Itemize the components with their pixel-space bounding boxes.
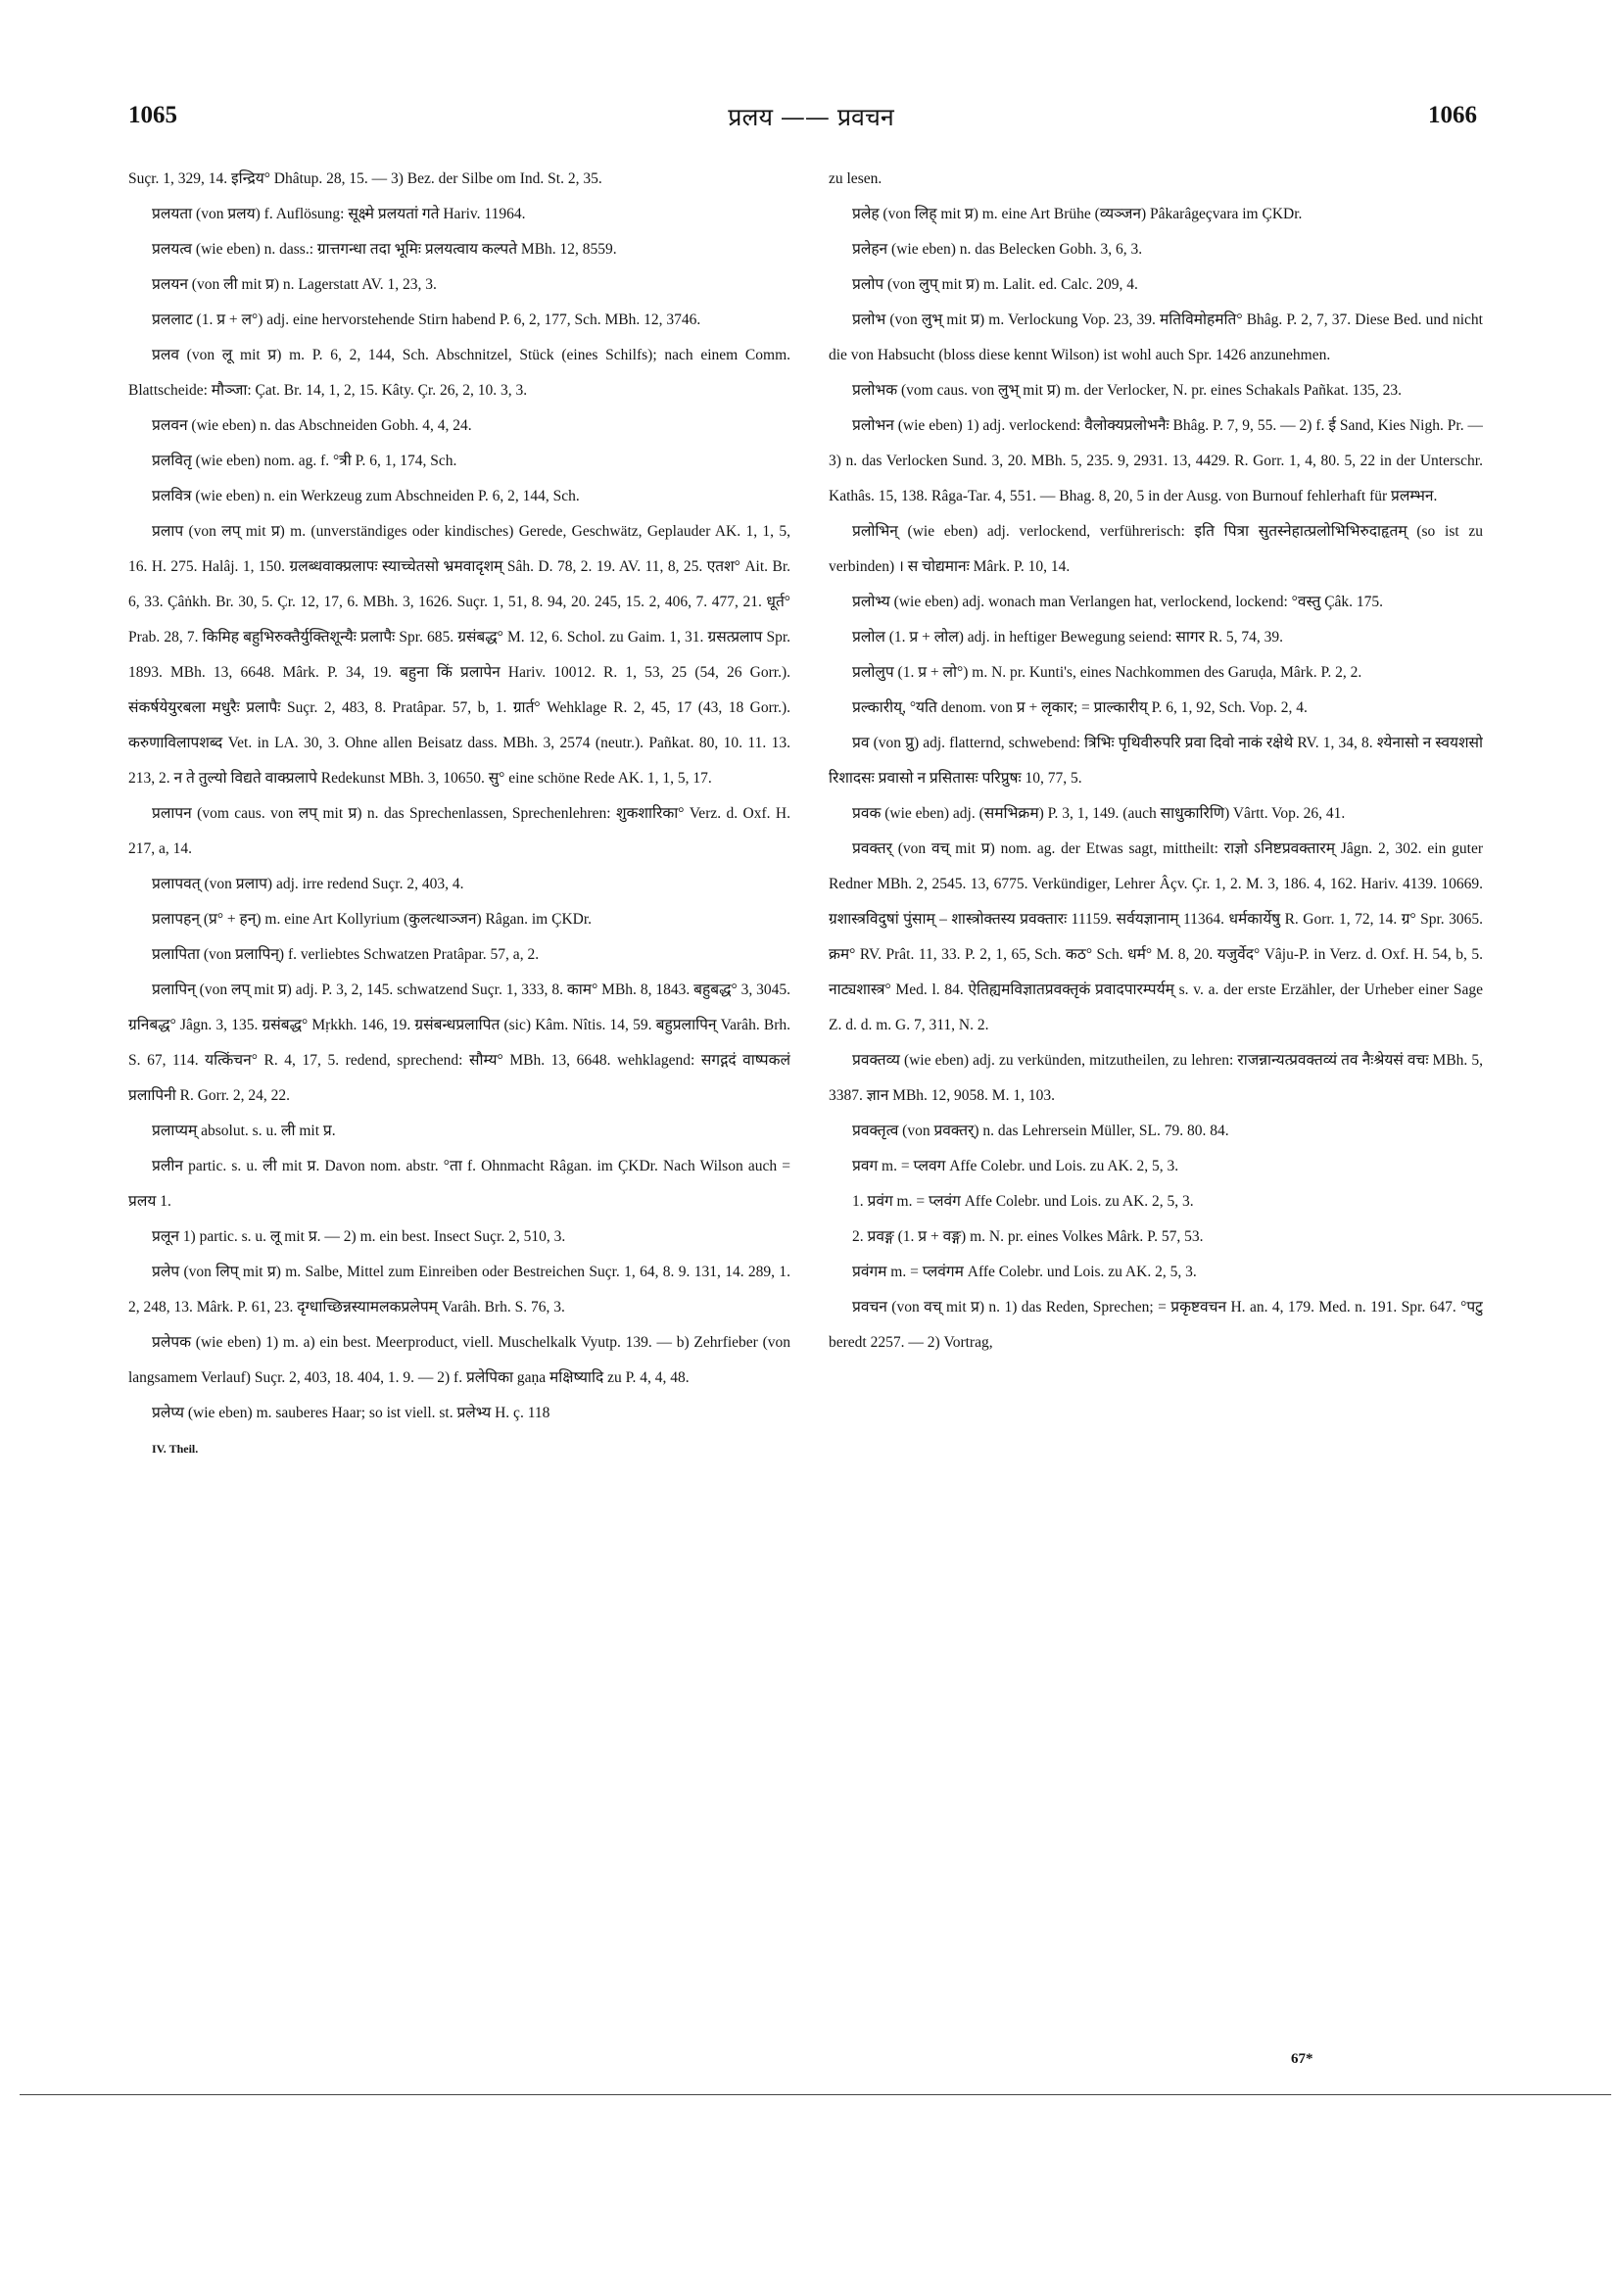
dictionary-entry: zu lesen.	[829, 170, 883, 187]
dictionary-entry: प्रलाप (von लप् mit प्र) m. (unverständiges oder kindisches) Gerede, Geschwätz, Geplauder AK. 1, 1, 5, 16. H. 275. Halâj. 1, 150. ग्रलब्धवाक्प्रलापः स्याच्चेतसो भ्रमवादृशम् Sâh. D. 78, 2. 19. AV. 11, 8, 25. एतश° Ait. Br. 6, 33. Çâṅkh. Br. 30, 5. Çr. 12, 17, 6. MBh. 3, 1626. Suçr. 1, 51, 8. 94, 20. 245, 15. 2, 406, 7. 477, 21. धूर्त° Prab. 28, 7. किमिह बहुभिरुक्तैर्युक्तिशून्यैः प्रलापैः Spr. 685. ग्रसंबद्ध° M. 12, 6. Schol. zu Gaim. 1, 31. ग्रसत्प्रलाप Spr. 1893. MBh. 13, 6648. Mârk. P. 34, 19. बहुना किं प्रलापेन Hariv. 10012. R. 1, 53, 25 (54, 26 Gorr.). संकर्षयेयुरबला मधुरैः प्रलापैः Suçr. 2, 483, 8. Pratâpar. 57, b, 1. ग्रार्त° Wehklage R. 2, 45, 17 (43, 18 Gorr.). करुणाविलापशब्द Vet. in LA. 30, 3. Ohne allen Beisatz dass. MBh. 3, 2574 (neutr.). Pañkat. 80, 10. 11. 13. 213, 2. न ते तुल्यो विद्यते वाक्प्रलापे Redekunst MBh. 3, 10650. सु° eine schöne Rede AK. 1, 1, 5, 17.	[128, 523, 790, 787]
dictionary-entry: प्रलयत्व (wie eben) n. dass.: ग्रात्तगन्धा तदा भूमिः प्रलयत्वाय कल्पते MBh. 12, 8559.	[152, 241, 617, 258]
dictionary-entry: प्रलापवत् (von प्रलाप) adj. irre redend Suçr. 2, 403, 4.	[152, 876, 464, 892]
right-column	[829, 162, 1483, 2023]
dictionary-entry: प्रवक्तर् (von वच् mit प्र) nom. ag. der Etwas sagt, mittheilt: राज्ञो ऽनिष्टप्रवक्तारम् Jâgn. 2, 302. ein guter Redner MBh. 2, 2545. 13, 6775. Verkündiger, Lehrer Âçv. Çr. 1, 2. M. 3, 186. 4, 162. Hariv. 4139. 10669. ग्रशास्त्रविदुषां पुंसाम् – शास्त्रोक्तस्य प्रवक्तारः 11159. सर्वयज्ञानाम् 11364. धर्मकार्येषु R. Gorr. 1, 72, 14. ग्र° Spr. 3065. क्रम° RV. Prât. 11, 33. P. 2, 1, 65, Sch. कठ° Sch. धर्म° M. 8, 20. यजुर्वेद° Vâju-P. in Verz. d. Oxf. H. 54, b, 5. नाट्यशास्त्र° Med. l. 84. ऐतिह्यमविज्ञातप्रवक्तृकं प्रवादपारम्पर्यम् s. v. a. der erste Erzähler, der Urheber einer Sage Z. d. d. m. G. 7, 311, N. 2.	[829, 840, 1483, 1033]
dictionary-entry: प्रलोल (1. प्र + लोल) adj. in heftiger Bewegung seiend: सागर R. 5, 74, 39.	[852, 629, 1284, 646]
bottom-rule	[20, 2094, 1611, 2095]
dictionary-entry: प्रलोभ्य (wie eben) adj. wonach man Verlangen hat, verlockend, lockend: °वस्तु Çâk. 175.	[852, 594, 1384, 610]
dictionary-entry: प्रलापहन् (प्र° + हन्) m. eine Art Kollyrium (कुलत्थाञ्जन) Râgan. im ÇKDr.	[152, 911, 593, 928]
signature-mark: 67*	[1291, 2051, 1313, 2067]
dictionary-entry: प्रलवितृ (wie eben) nom. ag. f. °त्री P. 6, 1, 174, Sch.	[152, 453, 457, 469]
left-column	[128, 162, 790, 2023]
dictionary-entry: प्रलोभक (vom caus. von लुभ् mit प्र) m. der Verlocker, N. pr. eines Schakals Pañkat. 135, 23.	[852, 382, 1403, 399]
dictionary-entry: प्रलापन (vom caus. von लप् mit प्र) n. das Sprechenlassen, Sprechenlehren: शुकशारिका° Verz. d. Oxf. H. 217, a, 14.	[128, 805, 790, 857]
dictionary-entry: प्रलोभिन् (wie eben) adj. verlockend, verführerisch: इति पित्रा सुतस्नेहात्प्रलोभिभिरुदाहृतम् (so ist zu verbinden) । स चोद्यमानः Mârk. P. 10, 14.	[829, 523, 1483, 575]
dictionary-entry: प्रलापिता (von प्रलापिन्) f. verliebtes Schwatzen Pratâpar. 57, a, 2.	[152, 946, 540, 963]
dictionary-entry: प्रलयता (von प्रलय) f. Auflösung: सूक्ष्मे प्रलयतां गते Hariv. 11964.	[152, 206, 526, 222]
dictionary-entry: प्रलोलुप (1. प्र + लो°) m. N. pr. Kunti's, eines Nachkommen des Garuḍa, Mârk. P. 2, 2.	[852, 664, 1362, 681]
dictionary-entry: प्रल्कारीय्, °यति denom. von प्र + लृकार; = प्राल्कारीय् P. 6, 1, 92, Sch. Vop. 2, 4.	[852, 699, 1308, 716]
dictionary-entry: प्रलेप (von लिप् mit प्र) m. Salbe, Mittel zum Einreiben oder Bestreichen Suçr. 1, 64, 8. 9. 131, 14. 289, 1. 2, 248, 13. Mârk. P. 61, 23. दृग्धाच्छिन्नस्यामलकप्रलेपम् Varâh. Brh. S. 76, 3.	[128, 1264, 790, 1315]
dictionary-entry: प्रलोप (von लुप् mit प्र) m. Lalit. ed. Calc. 209, 4.	[852, 276, 1138, 293]
running-header	[0, 102, 1622, 137]
dictionary-entry: प्रलीन partic. s. u. ली mit प्र. Davon nom. abstr. °ता f. Ohnmacht Râgan. im ÇKDr. Nach Wilson auch = प्रलय 1.	[128, 1158, 790, 1210]
dictionary-entry: प्रव (von प्रु) adj. flatternd, schwebend: त्रिभिः पृथिवीरुपरि प्रवा दिवो नाकं रक्षेथे RV. 1, 34, 8. श्येनासो न स्वयशसो रिशादसः प्रवासो न प्रसितासः परिप्रुषः 10, 77, 5.	[829, 735, 1483, 787]
dictionary-entry: प्रलोभ (von लुभ् mit प्र) m. Verlockung Vop. 23, 39. मतिविमोहमति° Bhâg. P. 2, 7, 37. Diese Bed. und nicht die von Habsucht (bloss diese kennt Wilson) ist wohl auch Spr. 1426 anzunehmen.	[829, 311, 1483, 363]
dictionary-entry: प्रवग m. = प्लवग Affe Colebr. und Lois. zu AK. 2, 5, 3.	[852, 1158, 1179, 1174]
header-title: प्रलय —— प्रवचन	[728, 103, 894, 131]
page-number-right: 1066	[1428, 102, 1477, 128]
dictionary-entry: प्रलाप्यम् absolut. s. u. ली mit प्र.	[152, 1123, 336, 1139]
dictionary-entry: प्रवक्तृत्व (von प्रवक्तर्) n. das Lehrersein Müller, SL. 79. 80. 84.	[852, 1123, 1229, 1139]
dictionary-entry: प्रवचन (von वच् mit प्र) n. 1) das Reden, Sprechen; = प्रकृष्टवचन H. an. 4, 179. Med. n. 191. Spr. 647. °पटु beredt 2257. — 2) Vortrag,	[829, 1299, 1483, 1351]
dictionary-entry: प्रलयन (von ली mit प्र) n. Lagerstatt AV. 1, 23, 3.	[152, 276, 437, 293]
dictionary-entry: प्रवक्तव्य (wie eben) adj. zu verkünden, mitzutheilen, zu lehren: राजन्नान्यत्प्रवक्तव्यं तव नैःश्रेयसं वचः MBh. 5, 3387. ज्ञान MBh. 12, 9058. M. 1, 103.	[829, 1052, 1483, 1104]
dictionary-entry: प्रलेह (von लिह् mit प्र) m. eine Art Brühe (व्यञ्जन) Pâkarâgeçvara im ÇKDr.	[852, 206, 1303, 222]
dictionary-entry: प्रलव (von लू mit प्र) m. P. 6, 2, 144, Sch. Abschnitzel, Stück (eines Schilfs); nach einem Comm. Blattscheide: मौञ्जा: Çat. Br. 14, 1, 2, 15. Kâty. Çr. 26, 2, 10. 3, 3.	[128, 347, 790, 399]
column-footer: IV. Theil.	[152, 1442, 199, 1456]
dictionary-entry: प्रलेपक (wie eben) 1) m. a) ein best. Meerproduct, viell. Muschelkalk Vyutp. 139. — b) Zehrfieber (von langsamem Verlauf) Suçr. 2, 403, 18. 404, 1. 9. — 2) f. प्रलेपिका gaṇa मक्षिष्यादि zu P. 4, 4, 48.	[128, 1334, 790, 1386]
dictionary-entry: प्रलवन (wie eben) n. das Abschneiden Gobh. 4, 4, 24.	[152, 417, 472, 434]
dictionary-entry: 1. प्रवंग m. = प्लवंग Affe Colebr. und Lois. zu AK. 2, 5, 3.	[852, 1193, 1194, 1210]
page-number-left: 1065	[128, 102, 177, 128]
dictionary-entry: प्रवक (wie eben) adj. (समभिक्रम) P. 3, 1, 149. (auch साधुकारिणि) Vârtt. Vop. 26, 41.	[852, 805, 1346, 822]
dictionary-entry: प्रलून 1) partic. s. u. लू mit प्र. — 2) m. ein best. Insect Suçr. 2, 510, 3.	[152, 1228, 566, 1245]
dictionary-entry: प्रलेहन (wie eben) n. das Belecken Gobh. 3, 6, 3.	[852, 241, 1143, 258]
dictionary-entry: 2. प्रवङ्ग (1. प्र + वङ्ग) m. N. pr. eines Volkes Mârk. P. 57, 53.	[852, 1228, 1204, 1245]
dictionary-entry: प्रललाट (1. प्र + ल°) adj. eine hervorstehende Stirn habend P. 6, 2, 177, Sch. MBh. 12, 3746.	[152, 311, 701, 328]
dictionary-entry: प्रलापिन् (von लप् mit प्र) adj. P. 3, 2, 145. schwatzend Suçr. 1, 333, 8. काम° MBh. 8, 1843. बहुबद्ध° 3, 3045. ग्रनिबद्ध° Jâgn. 3, 135. ग्रसंबद्ध° Mṛkkh. 146, 19. ग्रसंबन्धप्रलापित (sic) Kâm. Nîtis. 14, 59. बहुप्रलापिन् Varâh. Brh. S. 67, 114. यत्किंचन° R. 4, 17, 5. redend, sprechend: सौम्य° MBh. 13, 6648. wehklagend: सगद्गदं वाष्पकलं प्रलापिनी R. Gorr. 2, 24, 22.	[128, 981, 790, 1104]
dictionary-entry: प्रलोभन (wie eben) 1) adj. verlockend: वैलोक्यप्रलोभनैः Bhâg. P. 7, 9, 55. — 2) f. ई Sand, Kies Nigh. Pr. — 3) n. das Verlocken Sund. 3, 20. MBh. 5, 235. 9, 2931. 13, 4429. R. Gorr. 1, 4, 80. 5, 22 in der Unterschr. Kathâs. 15, 138. Râga-Tar. 4, 551. — Bhag. 8, 20, 5 in der Ausg. von Burnouf fehlerhaft für प्रलम्भन.	[829, 417, 1483, 504]
dictionary-entry: प्रवंगम m. = प्लवंगम Affe Colebr. und Lois. zu AK. 2, 5, 3.	[852, 1264, 1197, 1280]
dictionary-entry: Suçr. 1, 329, 14. इन्द्रिय° Dhâtup. 28, 15. — 3) Bez. der Silbe om Ind. St. 2, 35.	[128, 170, 602, 187]
dictionary-entry: प्रलवित्र (wie eben) n. ein Werkzeug zum Abschneiden P. 6, 2, 144, Sch.	[152, 488, 580, 504]
dictionary-entry: प्रलेप्य (wie eben) m. sauberes Haar; so ist viell. st. प्रलेभ्य H. ç. 118	[152, 1405, 550, 1421]
